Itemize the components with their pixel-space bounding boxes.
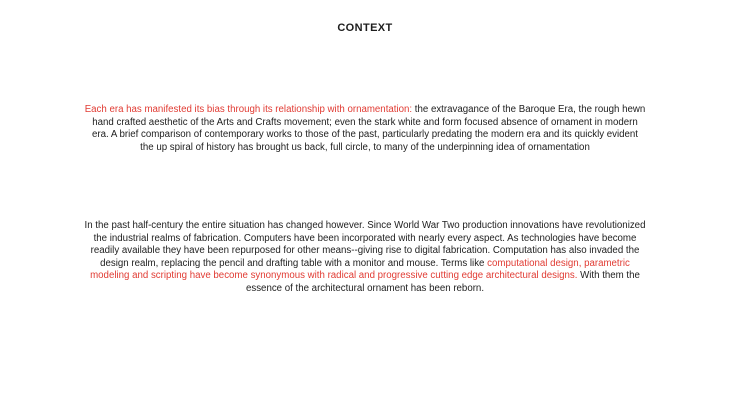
page-title: CONTEXT	[337, 22, 393, 34]
text-segment: computational design, parametric modeling and scripting have become synonymous with radical and progressive cutting edge architectural designs.	[90, 257, 630, 281]
paragraph-computation-design	[84, 220, 646, 295]
paragraph-era-ornamentation	[84, 104, 646, 154]
text-segment: Each era has manifested its bias through its relationship with ornamentation:	[84, 104, 413, 115]
text-segment: the extravagance of the Baroque Era, the rough hewn hand crafted aesthetic of the Arts and Crafts movement; even the stark white and form focused absence of ornament in modern era. A brief comparison of contemporary works to those of the past, particularly predating the modern era and its quickly evident the up spiral of history has brought us back, full circle, to many of the underpinning idea of ornamentation	[91, 104, 646, 153]
text-segment: In the past half-century the entire situation has changed however. Since World War Two production innovations have revolutionized the industrial realms of fabrication. Computers have been incorporated with nearly every aspect. As technologies have become readily available they have been repurposed for other means--giving rise to digital fabrication. Computation has also invaded the design realm, replacing the pencil and drafting table with a monitor and mouse. Terms like	[84, 220, 646, 269]
text-segment: With them the essence of the architectural ornament has been reborn.	[245, 270, 640, 294]
